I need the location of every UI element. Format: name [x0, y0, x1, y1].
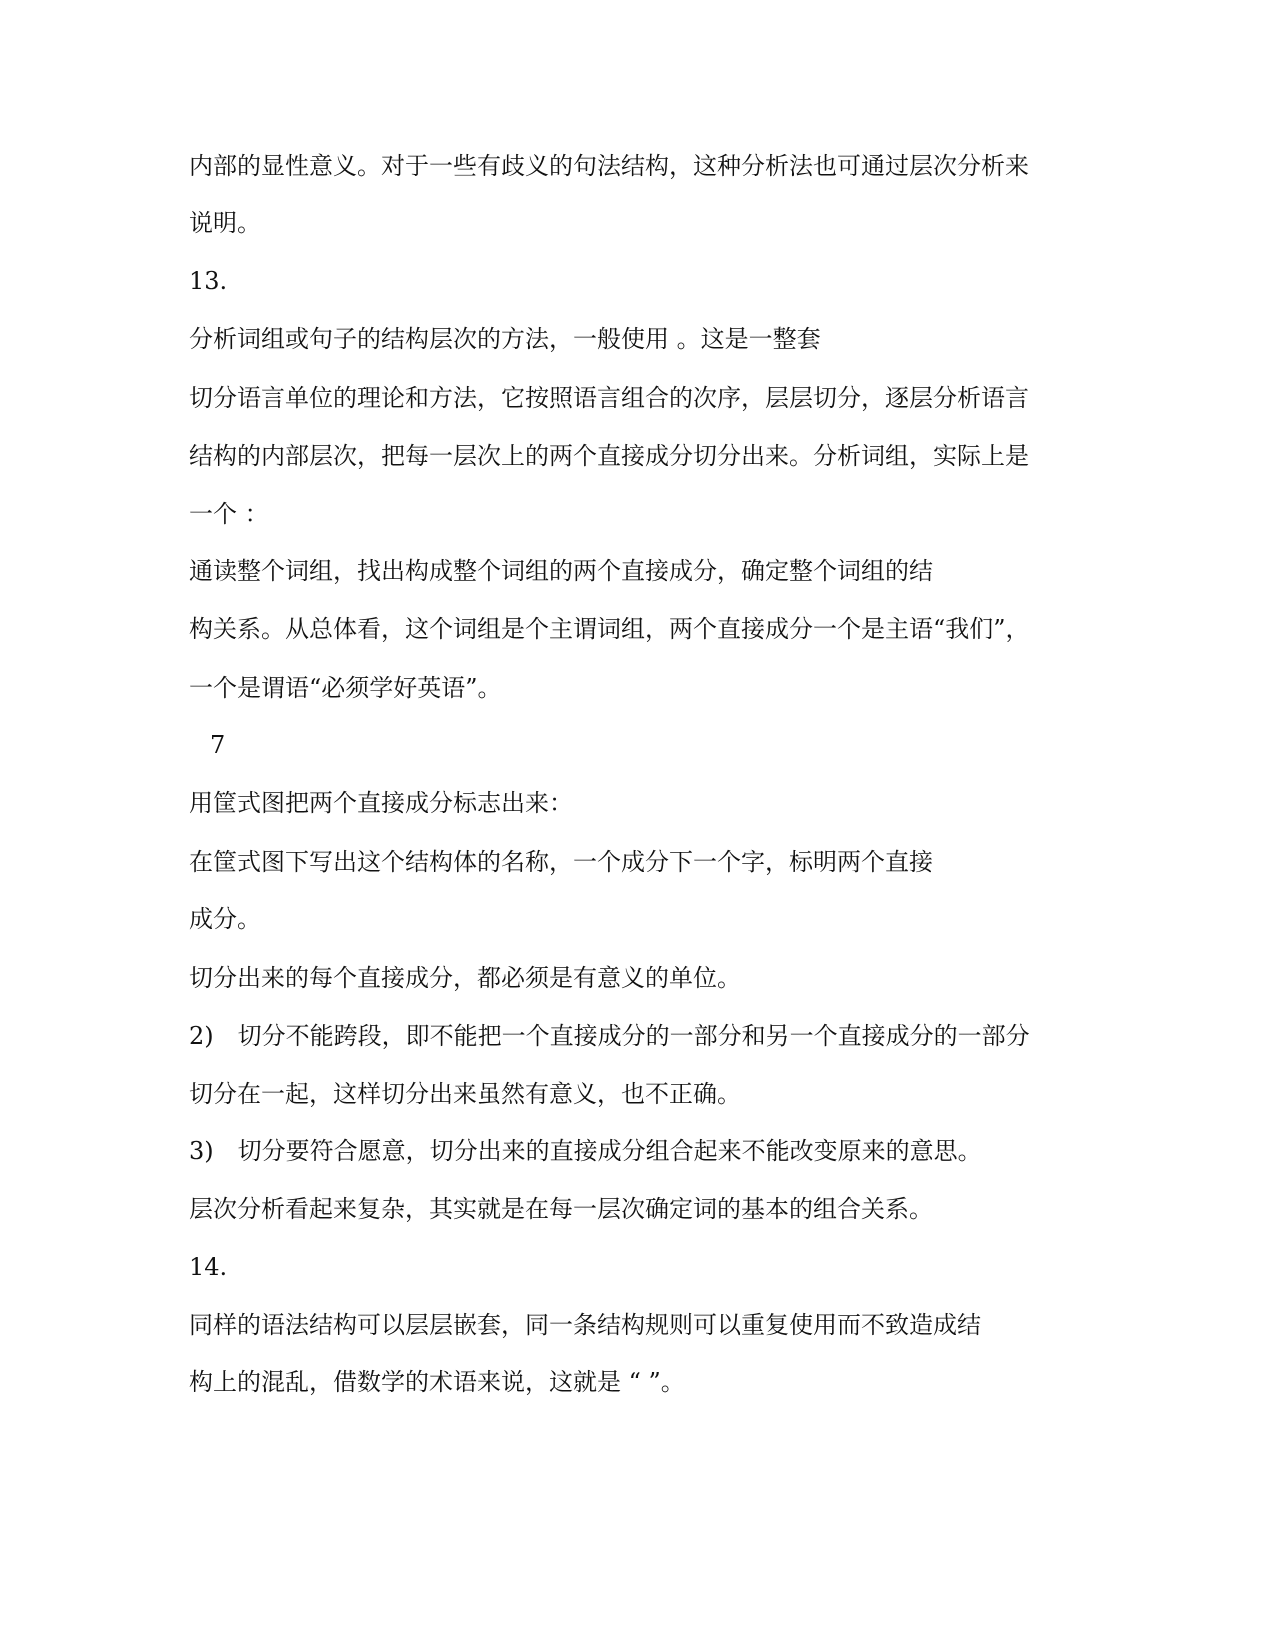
text-line: 切分在一起，这样切分出来虽然有意义，也不正确。 — [189, 1080, 741, 1108]
text-line: 一个是谓语“必须学好英语”。 — [189, 674, 502, 702]
text-line: 在筐式图下写出这个结构体的名称，一个成分下一个字，标明两个直接 — [189, 848, 933, 876]
text-line: 层次分析看起来复杂，其实就是在每一层次确定词的基本的组合关系。 — [189, 1195, 933, 1223]
text-line: 切分语言单位的理论和方法，它按照语言组合的次序，层层切分，逐层分析语言 — [189, 384, 1029, 412]
text-line: 通读整个词组，找出构成整个词组的两个直接成分，确定整个词组的结 — [189, 557, 933, 585]
text-line: 说明。 — [189, 209, 261, 237]
list-item: 2) 切分不能跨段，即不能把一个直接成分的一部分和另一个直接成分的一部分 — [189, 1022, 1030, 1050]
list-item: 3) 切分要符合愿意，切分出来的直接成分组合起来不能改变原来的意思。 — [189, 1137, 982, 1165]
text-line: 分析词组或句子的结构层次的方法，一般使用 。这是一整套 — [189, 325, 821, 353]
text-line: 成分。 — [189, 905, 261, 933]
text-line: 构关系。从总体看，这个词组是个主谓词组，两个直接成分一个是主语“我们”， — [189, 615, 1030, 643]
step-number: 7 — [210, 731, 226, 759]
text-line: 用筐式图把两个直接成分标志出来： — [189, 789, 573, 817]
text-line: 结构的内部层次，把每一层次上的两个直接成分切分出来。分析词组，实际上是 — [189, 442, 1029, 470]
text-line: 构上的混乱，借数学的术语来说，这就是 “ ”。 — [189, 1368, 685, 1396]
text-line: 一个 ： — [189, 500, 269, 528]
text-line: 内部的显性意义。对于一些有歧义的句法结构，这种分析法也可通过层次分析来 — [189, 152, 1029, 180]
section-number: 14. — [189, 1253, 228, 1281]
text-line: 切分出来的每个直接成分，都必须是有意义的单位。 — [189, 964, 741, 992]
text-line: 同样的语法结构可以层层嵌套，同一条结构规则可以重复使用而不致造成结 — [189, 1311, 981, 1339]
section-number: 13. — [189, 267, 228, 295]
